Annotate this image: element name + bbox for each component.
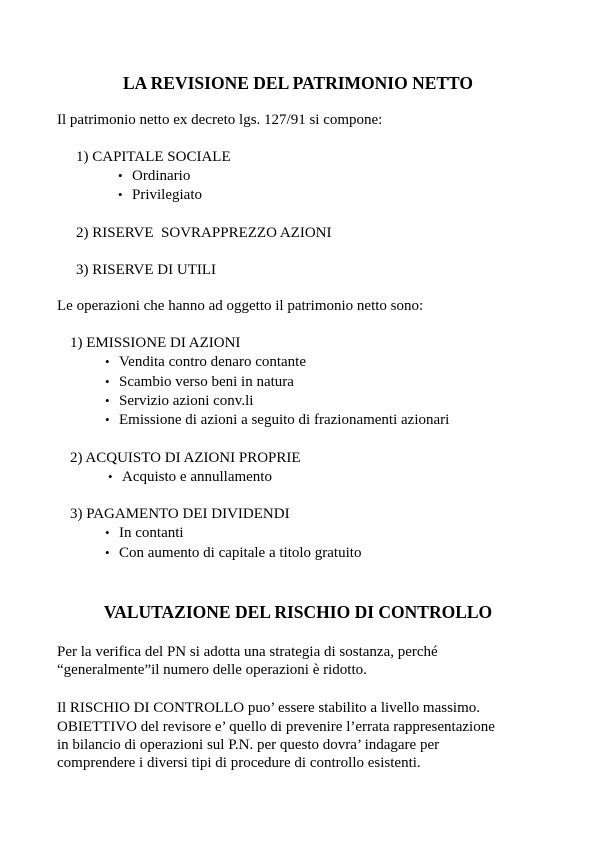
composition-item-3: 3) RISERVE DI UTILI bbox=[76, 262, 217, 278]
operation-bullet bbox=[108, 468, 272, 486]
bullet-text: Ordinario bbox=[132, 168, 191, 184]
operation-bullet bbox=[105, 544, 361, 562]
intro-operations: Le operazioni che hanno ad oggetto il patrimonio netto sono: bbox=[57, 298, 424, 314]
bullet-icon: • bbox=[105, 354, 110, 369]
bullet-icon: • bbox=[105, 412, 110, 427]
bullet-text: Scambio verso beni in natura bbox=[119, 374, 294, 390]
bullet-icon: • bbox=[105, 393, 110, 408]
bullet-icon: • bbox=[108, 469, 113, 484]
bullet-text: Emissione di azioni a seguito di frazionamenti azionari bbox=[119, 412, 450, 428]
bullet-text: In contanti bbox=[119, 525, 184, 541]
operation-bullet bbox=[105, 373, 294, 391]
paragraph-line: “generalmente”il numero delle operazioni è ridotto. bbox=[57, 662, 367, 678]
operation-item-3: 3) PAGAMENTO DEI DIVIDENDI bbox=[70, 506, 290, 522]
section-title: VALUTAZIONE DEL RISCHIO DI CONTROLLO bbox=[103, 602, 493, 622]
bullet-icon: • bbox=[105, 374, 110, 389]
paragraph-line: Per la verifica del PN si adotta una strategia di sostanza, perché bbox=[57, 644, 438, 660]
composition-item-1: 1) CAPITALE SOCIALE bbox=[76, 149, 231, 165]
paragraph-line: in bilancio di operazioni sul P.N. per questo dovra’ indagare per bbox=[57, 737, 440, 753]
paragraph-line: comprendere i diversi tipi di procedure di controllo esistenti. bbox=[57, 755, 421, 771]
composition-bullet bbox=[118, 167, 190, 185]
bullet-text: Privilegiato bbox=[132, 187, 202, 203]
page-title: LA REVISIONE DEL PATRIMONIO NETTO bbox=[122, 73, 474, 93]
operation-bullet bbox=[105, 411, 449, 429]
bullet-icon: • bbox=[118, 168, 123, 183]
operation-bullet bbox=[105, 524, 184, 542]
paragraph-line: OBIETTIVO del revisore e’ quello di prevenire l’errata rappresentazione bbox=[57, 719, 495, 735]
operation-bullet bbox=[105, 353, 306, 371]
bullet-text: Vendita contro denaro contante bbox=[119, 354, 307, 370]
intro-composition: Il patrimonio netto ex decreto lgs. 127/91 si compone: bbox=[57, 112, 383, 128]
bullet-icon: • bbox=[118, 187, 123, 202]
bullet-icon: • bbox=[105, 525, 110, 540]
composition-bullet bbox=[118, 186, 202, 204]
bullet-text: Servizio azioni conv.li bbox=[119, 393, 254, 409]
paragraph-line: Il RISCHIO DI CONTROLLO puo’ essere stabilito a livello massimo. bbox=[57, 700, 481, 716]
bullet-text: Acquisto e annullamento bbox=[122, 469, 272, 485]
bullet-icon: • bbox=[105, 545, 110, 560]
operation-bullet bbox=[105, 392, 253, 410]
operation-item-1: 1) EMISSIONE DI AZIONI bbox=[70, 335, 241, 351]
bullet-text: Con aumento di capitale a titolo gratuito bbox=[119, 545, 362, 561]
composition-item-2: 2) RISERVE SOVRAPPREZZO AZIONI bbox=[76, 225, 332, 241]
operation-item-2: 2) ACQUISTO DI AZIONI PROPRIE bbox=[70, 450, 301, 466]
